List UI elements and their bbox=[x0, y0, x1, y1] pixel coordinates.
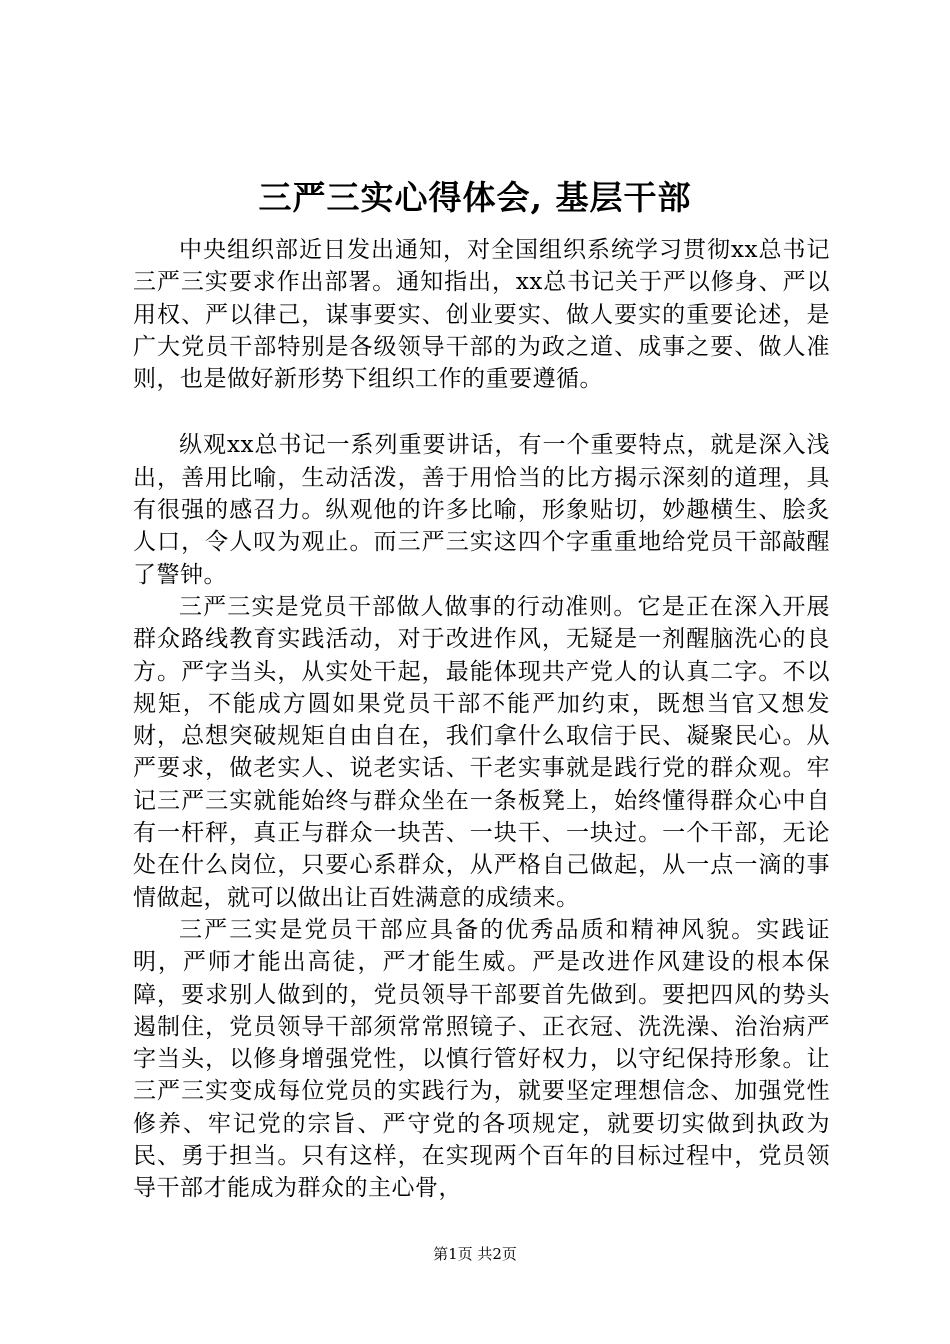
paragraph-3: 三严三实是党员干部做人做事的行动准则。它是正在深入开展群众路线教育实践活动，对于改进作风，无疑是一剂醒脑洗心的良方。严字当头，从实处干起，最能体现共产党人的认真二字。不以规矩，不能成方圆如果党员干部不能严加约束，既想当官又想发财，总想突破规矩自由自在，我们拿什么取信于民、凝聚民心。从严要求，做老实人、说老实话、干老实事就是践行党的群众观。牢记三严三实就能始终与群众坐在一条板凳上，始终懂得群众心中自有一杆秤，真正与群众一块苦、一块干、一块过。一个干部，无论处在什么岗位，只要心系群众，从严格自己做起，从一点一滴的事情做起，就可以做出让百姓满意的成绩来。 bbox=[133, 593, 830, 911]
paragraph-2: 纵观xx总书记一系列重要讲话，有一个重要特点，就是深入浅出，善用比喻，生动活泼，善于用恰当的比方揭示深刻的道理，具有很强的感召力。纵观他的许多比喻，形象贴切，妙趣横生、脍炙人口，令人叹为观止。而三严三实这四个字重重地给党员干部敲醒了警钟。 bbox=[133, 432, 830, 588]
paragraph-1: 中央组织部近日发出通知，对全国组织系统学习贯彻xx总书记三严三实要求作出部署。通知指出，xx总书记关于严以修身、严以用权、严以律己，谋事要实、创业要实、做人要实的重要论述，是广大党员干部特别是各级领导干部的为政之道、成事之要、做人准则，也是做好新形势下组织工作的重要遵循。 bbox=[133, 237, 830, 393]
page-footer: 第1页 共2页 bbox=[433, 1245, 517, 1263]
document-title: 三严三实心得体会, 基层干部 bbox=[258, 178, 692, 217]
paragraph-4: 三严三实是党员干部应具备的优秀品质和精神风貌。实践证明，严师才能出高徒，严才能生威。严是改进作风建设的根本保障，要求别人做到的，党员领导干部要首先做到。要把四风的势头遏制住，党员领导干部须常常照镜子、正衣冠、洗洗澡、治治病严字当头，以修身增强党性，以慎行管好权力，以守纪保持形象。让三严三实变成每位党员的实践行为，就要坚定理想信念、加强党性修养、牢记党的宗旨、严守党的各项规定，就要切实做到执政为民、勇于担当。只有这样，在实现两个百年的目标过程中，党员领导干部才能成为群众的主心骨， bbox=[133, 916, 830, 1202]
document-body bbox=[133, 234, 830, 1205]
